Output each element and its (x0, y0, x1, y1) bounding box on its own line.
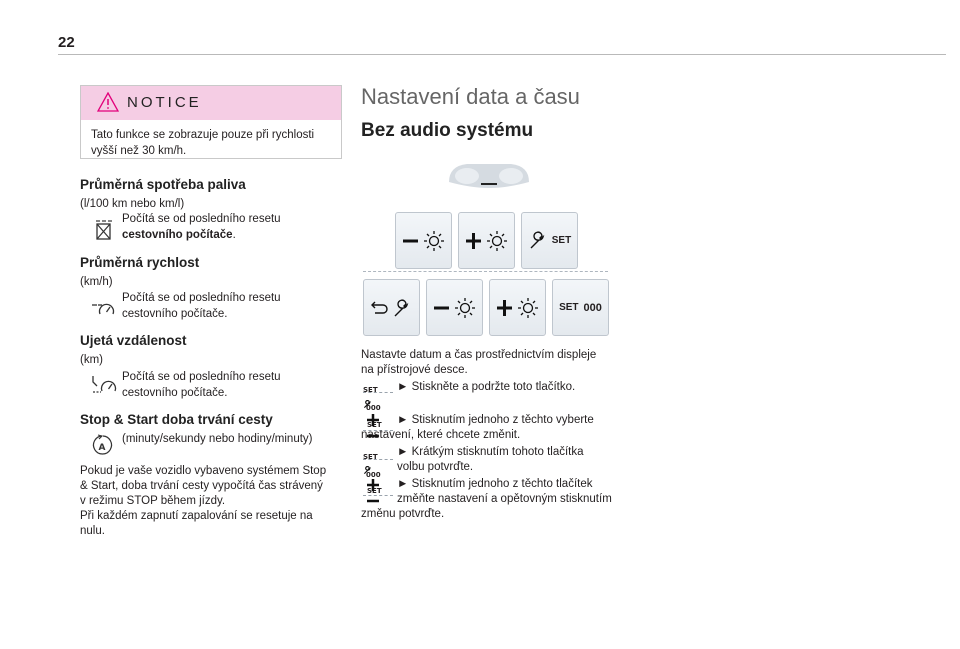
step-4: ► Stisknutím jednoho z těchto tlačítek změňte nastavení a opětovným stisknutím (397, 478, 612, 505)
notice-header (81, 86, 341, 120)
mini-wrench-set-icon: SET (363, 396, 393, 418)
speed-unit: (km/h) (80, 276, 113, 288)
mini-set-000-icon: SET 000 (363, 453, 381, 479)
distance-desc-line2: cestovního počítače. (122, 387, 228, 399)
brightness-plus-button[interactable] (458, 212, 515, 269)
stopstart-unit: (minuty/sekundy nebo hodiny/minuty) (122, 433, 313, 445)
wrench-icon (528, 231, 548, 251)
stopstart-heading: Stop & Start doba trvání cesty (80, 412, 273, 427)
mini-minus-icon (366, 497, 380, 505)
brightness-minus-icon (431, 296, 479, 320)
back-wrench-icon (369, 297, 415, 319)
speed-desc-line2: cestovního počítače. (122, 308, 228, 320)
distance-icon (89, 372, 117, 396)
brightness-minus-button-bottom[interactable] (426, 279, 483, 336)
mini-set-000-icon: SET 000 (363, 386, 381, 412)
fuel-desc-line2: cestovního počítače. (122, 229, 236, 241)
brightness-plus-icon (463, 229, 511, 253)
step-4-cont: změnu potvrďte. (361, 508, 445, 520)
mini-divider (363, 392, 393, 393)
set-000-button[interactable] (552, 279, 609, 336)
distance-heading: Ujetá vzdálenost (80, 333, 187, 348)
svg-text:A: A (98, 443, 106, 453)
divider-dashed (363, 271, 608, 272)
notice-title: NOTICE (127, 94, 202, 111)
mini-plus-icon (366, 413, 380, 427)
average-speed-icon (89, 295, 117, 319)
brightness-minus-icon (400, 229, 448, 253)
notice-text: Tato funkce se zobrazuje pouze při rychlosti vyšší než 30 km/h. (91, 129, 315, 157)
distance-desc-line1: Počítá se od posledního resetu (122, 371, 281, 383)
stop-start-icon (88, 433, 116, 457)
datetime-subtitle: Bez audio systému (361, 120, 534, 141)
stopstart-paragraph: Pokud je vaše vozidlo vybaveno systémem Stop & Start, doba trvání cesty vypočítá čas strávený v režimu STOP během jízdy. Při každém zapnutí zapalování se resetuje na nulu. (80, 465, 327, 537)
step-2-cont: nastavení, které chcete změnit. (361, 429, 521, 441)
intro-text: Nastavte datum a čas prostřednictvím displeje na přístrojové desce. (361, 349, 597, 376)
set-label-bottom: SET (559, 302, 579, 313)
datetime-title: Nastavení data a času (361, 84, 580, 109)
back-wrench-button[interactable] (363, 279, 420, 336)
brightness-minus-button[interactable] (395, 212, 452, 269)
fuel-heading: Průměrná spotřeba paliva (80, 177, 246, 192)
zero-label-bottom: 000 (583, 301, 602, 314)
fuel-consumption-icon (90, 218, 118, 242)
speed-desc-line1: Počítá se od posledního resetu (122, 292, 281, 304)
mini-divider (363, 459, 393, 460)
brightness-plus-button-bottom[interactable] (489, 279, 546, 336)
step-2: ► Stisknutím jednoho z těchto vyberte (397, 414, 594, 426)
set-button-top[interactable] (521, 212, 578, 269)
step-1: ► Stiskněte a podržte toto tlačítko. (397, 381, 576, 393)
header-rule (58, 54, 946, 55)
mini-wrench-set-icon: SET (363, 462, 393, 484)
instrument-cluster-icon (447, 160, 531, 190)
mini-plus-icon (366, 478, 380, 492)
brightness-plus-icon (494, 296, 542, 320)
mini-divider (363, 495, 393, 496)
set-label-top: SET (551, 235, 572, 246)
speed-heading: Průměrná rychlost (80, 255, 200, 270)
warning-icon (97, 92, 119, 112)
step-3: ► Krátkým stisknutím tohoto tlačítka volbu potvrďte. (397, 446, 584, 473)
fuel-unit: (l/100 km nebo km/l) (80, 198, 185, 210)
notice-box (80, 85, 342, 159)
fuel-desc-line1: Počítá se od posledního resetu (122, 213, 281, 225)
page-number: 22 (58, 34, 75, 51)
distance-unit: (km) (80, 354, 103, 366)
